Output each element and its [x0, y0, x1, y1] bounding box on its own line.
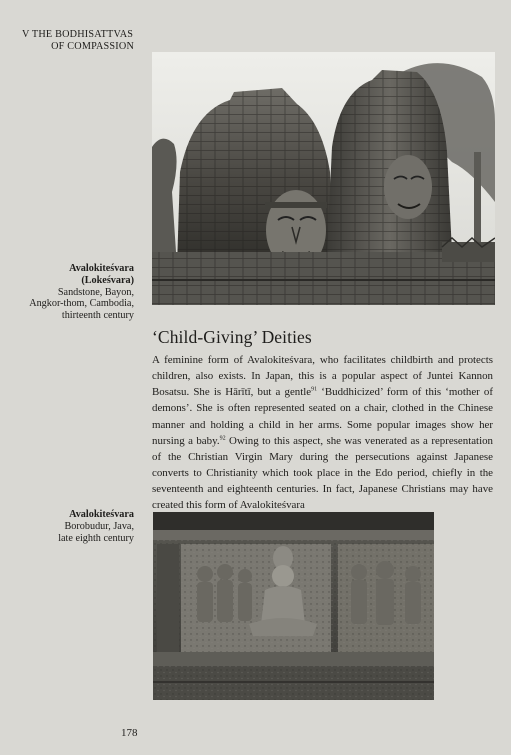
footnote-ref-91: 91 — [311, 386, 318, 393]
body-text-part-2: ‘Buddhicized’ form of this ‘mother of demons’. She is often represented seated on a chair, clothed in the Chinese manner and holding a child in her arms. Some popular images show her nursing a baby. — [152, 386, 493, 447]
figure-2-title: Avalokiteśvara — [69, 509, 134, 520]
figure-2-caption-line: Borobudur, Java, — [64, 520, 134, 532]
body-paragraph — [152, 352, 493, 514]
page-number: 178 — [121, 727, 138, 739]
running-head-line-1: V THE BODHISATTVAS — [22, 29, 134, 40]
figure-1-caption — [14, 263, 134, 322]
figure-2-caption — [14, 509, 134, 544]
section-heading: ‘Child-Giving’ Deities — [152, 327, 312, 347]
body-text-part-1: A feminine form of Avalokiteśvara, who facilitates childbirth and protects children, also exists. In Japan, this is a popular aspect of Juntei Kannon Bosatsu. She is Hārītī, but a gentle — [152, 354, 493, 399]
running-head-line-2: OF COMPASSION — [51, 40, 134, 52]
figure-1-caption-line: thirteenth century — [61, 310, 134, 322]
photo-borobudur-relief — [153, 512, 434, 700]
photo-bayon-faces — [152, 52, 495, 305]
figure-1-title: Avalokiteśvara (Lokeśvara) — [69, 263, 134, 286]
figure-1-caption-line: Sandstone, Bayon, — [57, 286, 134, 298]
figure-1-caption-line: Angkor-thom, Cambodia, — [29, 298, 134, 310]
bayon-photo-drawing — [152, 52, 495, 305]
footnote-ref-92: 92 — [219, 435, 226, 442]
running-head — [22, 29, 134, 52]
body-text-part-3: Owing to this aspect, she was venerated as a representation of the Christian Virgin Mary during the persecutions against Japanese converts to Christianity which took place in the Edo period, chiefly in the seventeenth and eighteenth centuries. In fact, Japanese Christians may have created this form of Avalokiteśvara — [152, 434, 494, 512]
borobudur-photo-drawing — [153, 512, 434, 700]
figure-2-caption-line: late eighth century — [58, 532, 134, 544]
